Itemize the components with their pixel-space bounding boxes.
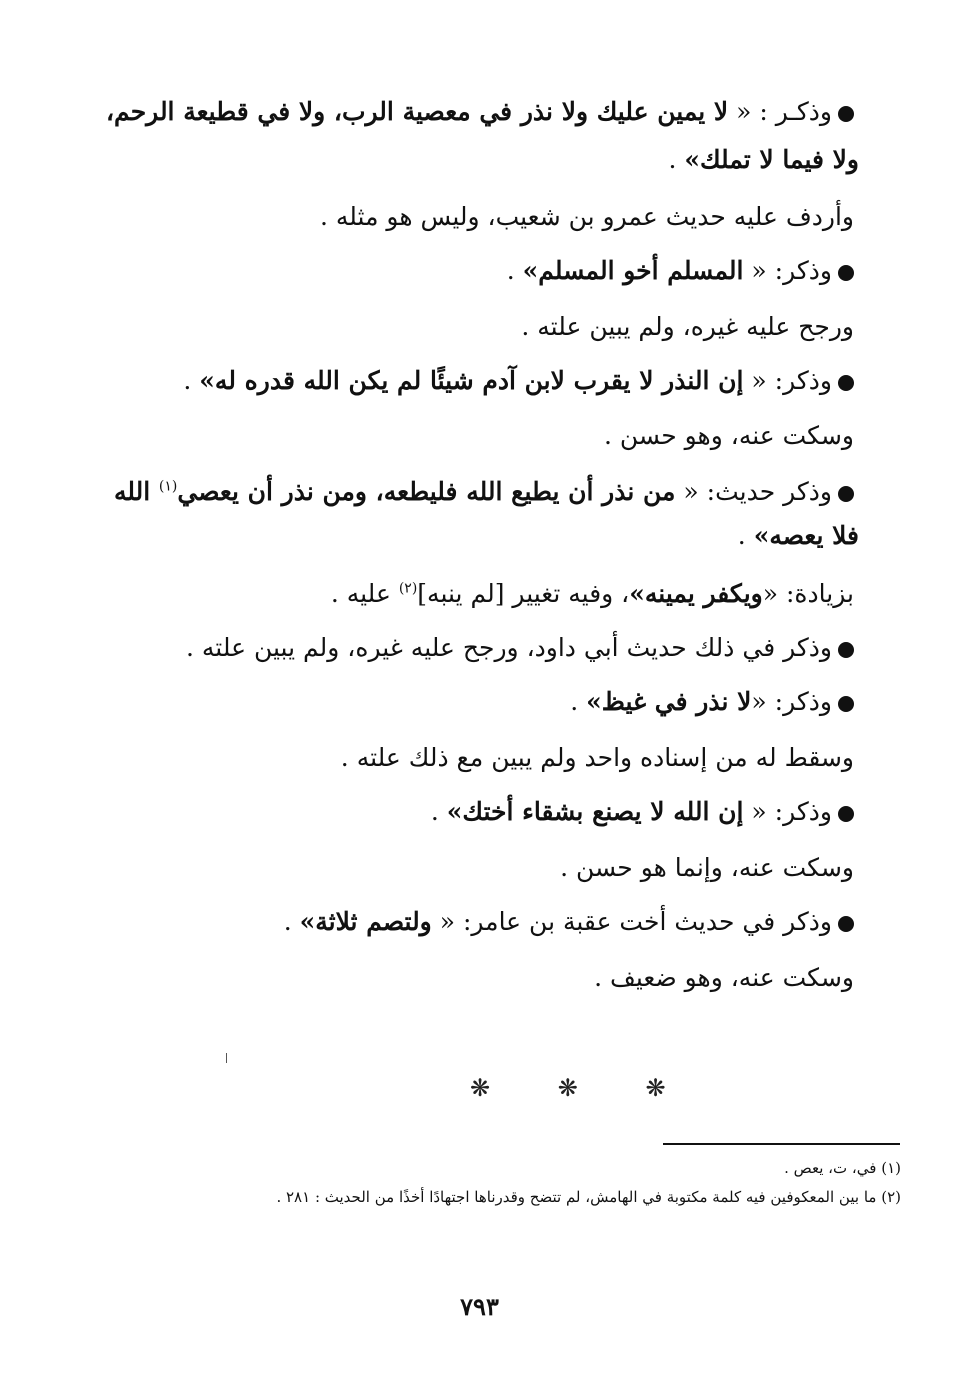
text-line bbox=[105, 92, 854, 132]
text-line bbox=[150, 197, 854, 237]
line-text: . bbox=[506, 256, 523, 285]
text-line bbox=[150, 251, 854, 291]
line-text: . bbox=[183, 366, 200, 395]
stray-mark bbox=[226, 1053, 227, 1063]
text-line bbox=[150, 516, 859, 556]
text-line bbox=[150, 361, 854, 401]
footnote-number: (١) bbox=[881, 1159, 901, 1177]
bullet-icon bbox=[838, 265, 854, 281]
text-line bbox=[150, 416, 854, 456]
hadith-quote: لا يمين عليك ولا نذر في معصية الرب، ولا في قطيعة الرحم، bbox=[105, 97, 729, 126]
line-text: وذكر في ذلك حديث أبي داود، ورجح عليه غيره، ولم يبين علته . bbox=[186, 633, 832, 662]
line-text: . bbox=[570, 687, 587, 716]
hadith-quote: ولا فيما لا تملك» bbox=[684, 145, 859, 174]
line-text: وذكر: « bbox=[743, 256, 832, 285]
bullet-icon bbox=[838, 806, 854, 822]
line-text: . bbox=[668, 145, 685, 174]
line-text: بزيادة: « bbox=[762, 579, 854, 608]
line-text: وذكر: « bbox=[751, 687, 832, 716]
footnote-rule bbox=[663, 1143, 900, 1145]
line-text: عليه . bbox=[330, 579, 399, 608]
line-text: وذكر: « bbox=[743, 797, 832, 826]
bullet-icon bbox=[838, 106, 854, 122]
hadith-quote: من نذر أن يطيع الله فليطعه، ومن نذر أن يعصي bbox=[177, 477, 676, 506]
footnote-marker: (٢) bbox=[398, 580, 418, 597]
hadith-quote: فلا يعصه» bbox=[753, 521, 859, 550]
bullet-icon bbox=[838, 916, 854, 932]
line-text: . bbox=[430, 797, 447, 826]
line-text: وذكر حديث: « bbox=[675, 477, 832, 506]
text-line bbox=[150, 574, 854, 614]
text-line bbox=[150, 792, 854, 832]
text-line bbox=[150, 958, 854, 998]
hadith-quote: ولتصم ثلاثة» bbox=[299, 907, 432, 936]
text-line bbox=[150, 140, 859, 180]
line-text: ، وفيه تغيير [لم ينبه] bbox=[417, 579, 630, 608]
hadith-quote: لا نذر في غيظ» bbox=[586, 687, 752, 716]
line-text: . bbox=[737, 521, 754, 550]
text-line bbox=[113, 472, 854, 512]
footnote bbox=[784, 1157, 901, 1179]
footnote-marker: (١) bbox=[158, 478, 178, 495]
hadith-quote: المسلم أخو المسلم» bbox=[522, 256, 744, 285]
text-line bbox=[150, 848, 854, 888]
line-text: . bbox=[283, 907, 300, 936]
line-text: وذكر: « bbox=[743, 366, 832, 395]
hadith-quote: إن الله لا يصنع بشقاء أختك» bbox=[446, 797, 744, 826]
footnote-number: (٢) bbox=[881, 1188, 901, 1206]
line-text: وسكت عنه، وهو حسن . bbox=[604, 421, 854, 450]
footnote-text: ما بين المعكوفين فيه كلمة مكتوبة في الهامش، لم تتضح وقدرناها اجتهادًا أخذًا من الحديث : ٢٨١ . bbox=[276, 1188, 877, 1206]
text-line bbox=[150, 682, 854, 722]
text-line bbox=[150, 628, 854, 668]
bullet-icon bbox=[838, 375, 854, 391]
line-text: وسكت عنه، وهو ضعيف . bbox=[594, 963, 854, 992]
text-line bbox=[150, 902, 854, 942]
line-text: وسقط له من إسناده واحد ولم يبين مع ذلك علته . bbox=[340, 743, 854, 772]
hadith-quote: إن النذر لا يقرب لابن آدم شيئًا لم يكن الله قدره له» bbox=[199, 366, 744, 395]
footnote bbox=[276, 1186, 901, 1208]
line-text: ورجح عليه غيره، ولم يبين علته . bbox=[521, 312, 854, 341]
bullet-icon bbox=[838, 696, 854, 712]
line-text: وذكـر : « bbox=[728, 97, 832, 126]
text-line bbox=[150, 307, 854, 347]
page-number: ٧٩٣ bbox=[460, 1292, 499, 1321]
hadith-quote: الله bbox=[113, 477, 159, 506]
line-text: وأردف عليه حديث عمرو بن شعيب، وليس هو مثله . bbox=[319, 202, 854, 231]
hadith-quote: ويكفر يمينه» bbox=[629, 579, 763, 608]
text-line bbox=[150, 738, 854, 778]
footnote-text: في، ت، يعص . bbox=[784, 1159, 877, 1177]
section-separator: ❋ ❋ ❋ bbox=[470, 1074, 696, 1102]
bullet-icon bbox=[838, 642, 854, 658]
bullet-icon bbox=[838, 486, 854, 502]
line-text: وسكت عنه، وإنما هو حسن . bbox=[560, 853, 854, 882]
line-text: وذكر في حديث أخت عقبة بن عامر: « bbox=[431, 907, 832, 936]
